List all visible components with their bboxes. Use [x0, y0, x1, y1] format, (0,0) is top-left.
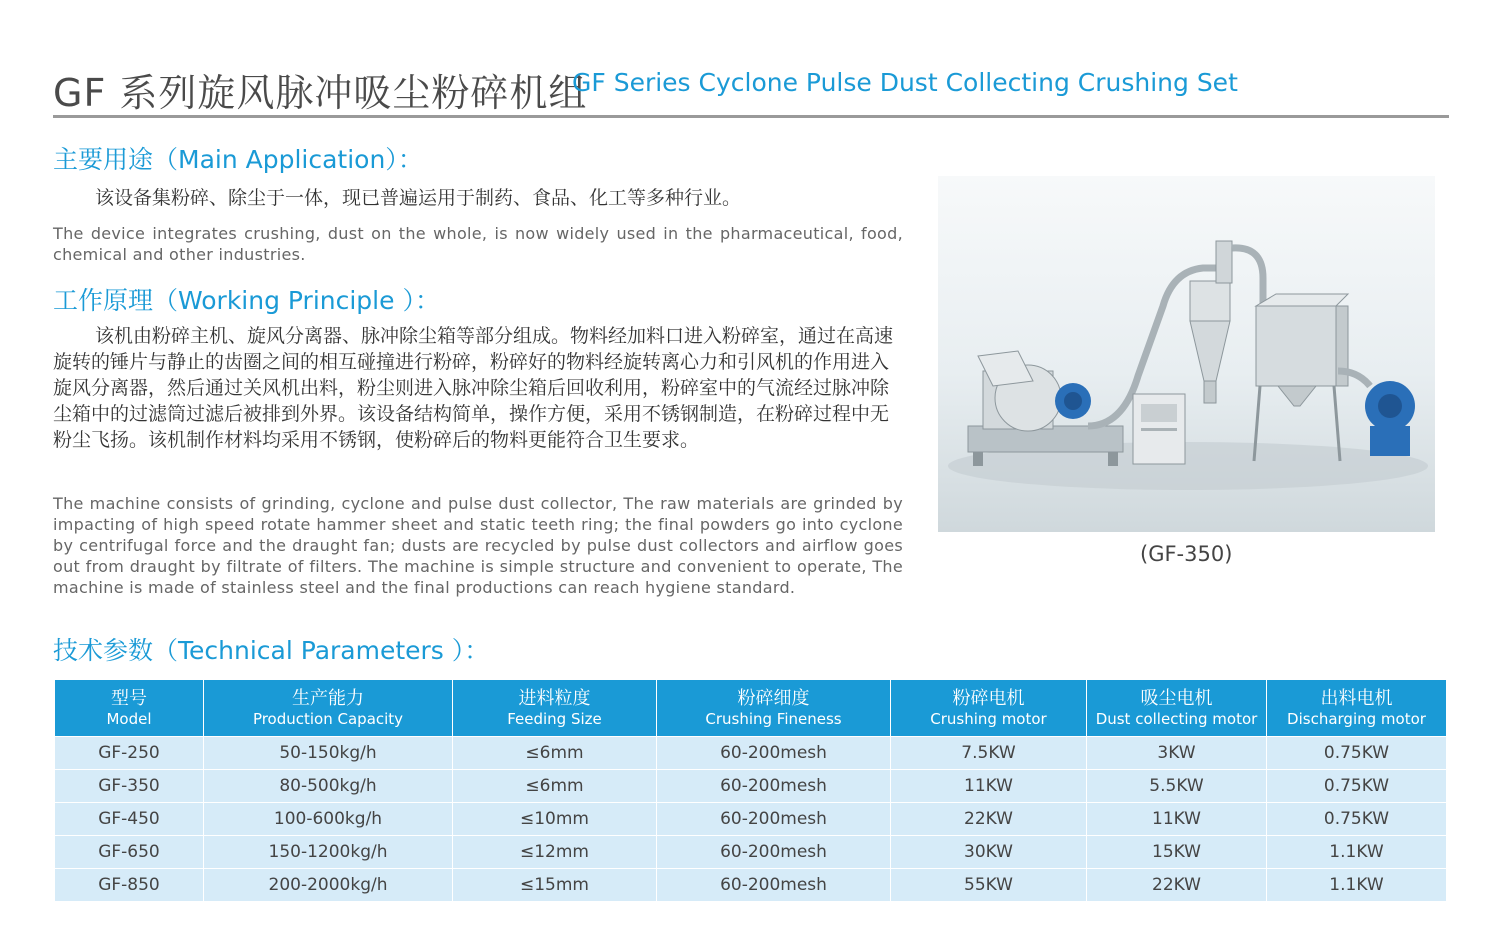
table-cell: 30KW — [891, 836, 1087, 869]
table-cell: 60-200mesh — [657, 803, 891, 836]
table-cell: GF-450 — [55, 803, 204, 836]
table-cell: 60-200mesh — [657, 737, 891, 770]
table-cell: ≤6mm — [453, 770, 657, 803]
table-cell: 11KW — [1087, 803, 1267, 836]
table-cell: ≤15mm — [453, 869, 657, 902]
table-cell: 1.1KW — [1267, 869, 1447, 902]
table-cell: GF-850 — [55, 869, 204, 902]
table-cell: 7.5KW — [891, 737, 1087, 770]
table-cell: 0.75KW — [1267, 770, 1447, 803]
column-header-feeding-size: 进料粒度 Feeding Size — [453, 680, 657, 737]
table-row — [55, 869, 1447, 902]
table-cell: GF-250 — [55, 737, 204, 770]
table-cell: ≤12mm — [453, 836, 657, 869]
page-title-cn: GF 系列旋风脉冲吸尘粉碎机组 — [53, 71, 588, 115]
table-cell: 60-200mesh — [657, 836, 891, 869]
table-cell: GF-350 — [55, 770, 204, 803]
table-cell: 60-200mesh — [657, 869, 891, 902]
title-divider — [53, 115, 1449, 118]
application-text-en: The device integrates crushing, dust on the whole, is now widely used in the pharmaceutical, food, chemical and other industries. — [53, 224, 903, 264]
application-text-cn: 该设备集粉碎、除尘于一体，现已普遍运用于制药、食品、化工等多种行业。 — [95, 187, 742, 209]
table-cell: 150-1200kg/h — [204, 836, 453, 869]
column-header-discharging-motor: 出料电机 Discharging motor — [1267, 680, 1447, 737]
table-cell: 0.75KW — [1267, 737, 1447, 770]
product-caption: (GF-350) — [1140, 542, 1233, 566]
column-header-crushing-motor: 粉碎电机 Crushing motor — [891, 680, 1087, 737]
table-cell: 22KW — [1087, 869, 1267, 902]
table-cell: 11KW — [891, 770, 1087, 803]
table-cell: 200-2000kg/h — [204, 869, 453, 902]
table-cell: 5.5KW — [1087, 770, 1267, 803]
column-header-capacity: 生产能力 Production Capacity — [204, 680, 453, 737]
column-header-fineness: 粉碎细度 Crushing Fineness — [657, 680, 891, 737]
application-heading: 主要用途（Main Application）： — [53, 145, 423, 174]
table-cell: 100-600kg/h — [204, 803, 453, 836]
table-cell: 50-150kg/h — [204, 737, 453, 770]
column-header-model: 型号 Model — [55, 680, 204, 737]
table-cell: 15KW — [1087, 836, 1267, 869]
table-cell: ≤10mm — [453, 803, 657, 836]
product-photo — [938, 176, 1435, 532]
parameters-table — [54, 679, 1447, 902]
page-title-en: GF Series Cyclone Pulse Dust Collecting Crushing Set — [572, 68, 1238, 97]
table-cell: 22KW — [891, 803, 1087, 836]
table-row — [55, 803, 1447, 836]
table-row — [55, 836, 1447, 869]
column-header-dust-motor: 吸尘电机 Dust collecting motor — [1087, 680, 1267, 737]
principle-heading: 工作原理（Working Principle ）： — [53, 286, 440, 315]
crushing-set-illustration — [938, 176, 1435, 532]
table-cell: 1.1KW — [1267, 836, 1447, 869]
principle-text-en: The machine consists of grinding, cyclone and pulse dust collector, The raw materials are grinded by impacting of high speed rotate hammer sheet and static teeth ring; the final powders go into cyclone by centrifugal force and the draught fan; dusts are recycled by pulse dust collectors and airflow goes out from draught by filtrate of filters. The machine is simple structure and convenient to operate, The machine is made of stainless steel and the final productions can reach hygiene standard. — [53, 494, 903, 597]
table-cell: 60-200mesh — [657, 770, 891, 803]
table-cell: ≤6mm — [453, 737, 657, 770]
principle-text-cn: 该机由粉碎主机、旋风分离器、脉冲除尘箱等部分组成。物料经加料口进入粉碎室，通过在高速旋转的锤片与静止的齿圈之间的相互碰撞进行粉碎，粉碎好的物料经旋转离心力和引风机的作用进入旋风分离器，然后通过关风机出料，粉尘则进入脉冲除尘箱后回收利用，粉碎室中的气流经过脉冲除尘箱中的过滤筒过滤后被排到外界。该设备结构简单，操作方便，采用不锈钢制造，在粉碎过程中无粉尘飞扬。该机制作材料均采用不锈钢，使粉碎后的物料更能符合卫生要求。 — [53, 325, 894, 451]
table-cell: GF-650 — [55, 836, 204, 869]
table-row — [55, 737, 1447, 770]
table-cell: 0.75KW — [1267, 803, 1447, 836]
table-cell: 3KW — [1087, 737, 1267, 770]
table-row — [55, 770, 1447, 803]
table-cell: 55KW — [891, 869, 1087, 902]
table-header-row — [55, 680, 1447, 737]
parameters-heading: 技术参数（Technical Parameters ）： — [53, 636, 490, 665]
table-cell: 80-500kg/h — [204, 770, 453, 803]
